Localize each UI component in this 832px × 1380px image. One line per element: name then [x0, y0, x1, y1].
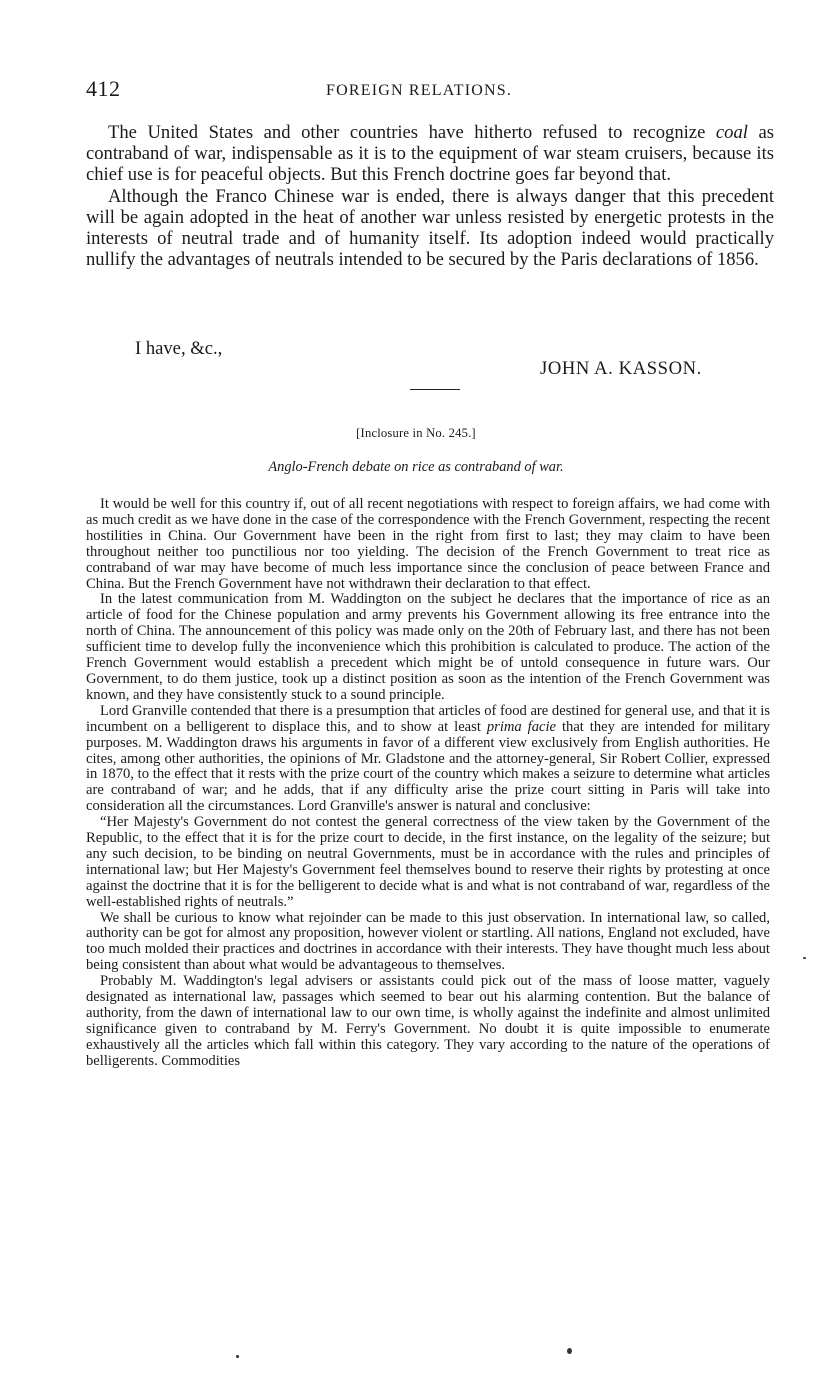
- ink-speck: [803, 957, 806, 959]
- letter-text: The United States and other countries have hitherto refused to recognize: [108, 122, 716, 143]
- inclosure-heading: [Inclosure in No. 245.]: [356, 426, 476, 440]
- letter-text: as contraband of war, indispensable as it is to the equipment of war steam cruisers, because its chief use is for peaceful objects. But this French doctrine goes far beyond that.: [86, 122, 774, 186]
- article-paragraph: We shall be curious to know what rejoinder can be made to this just observation. In international law, so called, authority can be got for almost any proposition, however violent or startling. All nations, England not excluded, have too much molded their practices and doctrines in accordance with their interests. They have thought much less about being consistent than about what would be advantageous to themselves.: [86, 909, 770, 974]
- running-head: FOREIGN RELATIONS.: [326, 82, 513, 99]
- page-header: [86, 76, 776, 106]
- coal-term: coal: [715, 122, 748, 143]
- article-paragraph: In the latest communication from M. Waddington on the subject he declares that the importance of rice as an article of food for the Chinese population and army prevents his Government allowing its free entrance into the north of China. The announcement of this policy was made only on the 20th of February last, and there has not been sufficient time to develop fully the inconvenience which this prohibition is calculated to produce. The action of the French Government would establish a precedent which might be of untold consequence in future wars. Our Government, to do them justice, took up a distinct position as soon as the intention of the French Government was known, and they have consistently stuck to a sound principle.: [86, 591, 770, 703]
- article-text: Lord Granville contended that there is a presumption that articles of food are destined for general use, and that it is incumbent on a belligerent to displace this, and to show at least: [86, 702, 770, 735]
- quoted-paragraph: “Her Majesty's Government do not contest the general correctness of the view taken by the Government of the Republic, to the effect that it is for the prize court to decide, in the first instance, on the legality of the seizure; but any such decision, to be binding on neutral Governments, must be in accordance with the rules and principles of international law; but Her Majesty's Government feel themselves bound to reserve their rights by protesting at once against the doctrine that it is for the belligerent to decide what is and what is not contraband of war, regardless of the well-established rights of neutrals.”: [86, 814, 770, 910]
- letter-closing: I have, &c.,: [135, 338, 223, 359]
- article-text: that they are intended for military purposes. M. Waddington draws his arguments in favor of a different view exclusively from English authorities. He cites, among other authorities, the opinions of Mr. Gladstone and the attorney-general, Sir Robert Collier, expressed in 1870, to the effect that it rests with the prize court of the country which makes a seizure to determine what articles are contraband of war; and he adds, that if any difficulty arise the prize court sitting in Paris will take into consideration all the circumstances. Lord Granville's answer is natural and conclusive:: [86, 718, 770, 815]
- letter-paragraph: [86, 122, 774, 186]
- letter-paragraph: Although the Franco Chinese war is ended, there is always danger that this precedent will be again adopted in the heat of another war unless resisted by energetic protests in the interests of neutral trade and of humanity itself. Its adoption indeed would practically nullify the advantages of neutrals intended to be secured by the Paris declarations of 1856.: [86, 185, 774, 271]
- article-title: Anglo-French debate on rice as contraband of war.: [268, 459, 564, 475]
- page-number: 412: [86, 76, 121, 101]
- section-divider: [410, 389, 460, 390]
- article-paragraph: It would be well for this country if, out of all recent negotiations with respect to foreign affairs, we had come with as much credit as we have done in the case of the correspondence with the French Government, respecting the recent hostilities in China. Our Government have been in the right from first to last; they may claim to have been throughout neither too punctilious nor too yielding. The decision of the French Government to treat rice as contraband of war may have become of much less importance since the conclusion of peace between France and China. But the French Government have not withdrawn their declaration to that effect.: [86, 496, 770, 592]
- ink-speck: [236, 1355, 239, 1358]
- signature: JOHN A. KASSON.: [540, 358, 702, 379]
- latin-phrase: prima facie: [486, 718, 557, 735]
- letter-body: [86, 122, 774, 270]
- article-paragraph: Probably M. Waddington's legal advisers or assistants could pick out of the mass of loose matter, vaguely designated as international law, passages which seemed to bear out his alarming contention. But the balance of authority, from the dawn of international law to our own time, is wholly against the indefinite and almost unlimited significance given to contraband by M. Ferry's Government. No doubt it is quite impossible to enumerate exhaustively all the articles which fall within this category. They vary according to the nature of the operations of belligerents. Commodities: [86, 973, 770, 1069]
- article-paragraph: [86, 704, 770, 815]
- ink-speck: [567, 1348, 572, 1354]
- article-body: [86, 497, 770, 1070]
